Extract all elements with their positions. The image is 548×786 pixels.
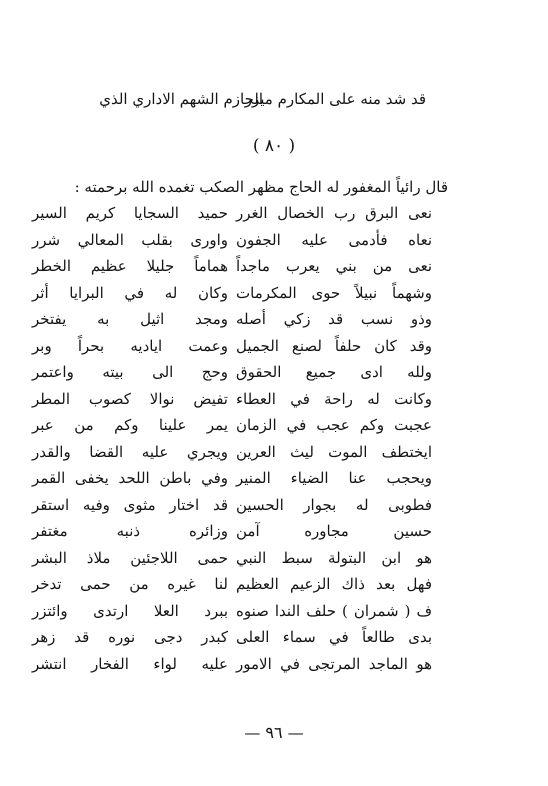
verse-second-hemistich: وفي باطن اللحد يخفى القمر bbox=[32, 469, 228, 487]
verse-first-hemistich: بدى طالعاً في سماء العلى bbox=[236, 628, 432, 646]
verse-first-hemistich: ولله ادى جميع الحقوق bbox=[236, 363, 432, 381]
verse-second-hemistich: كبدر دجى نوره قد زهر bbox=[32, 628, 228, 646]
verse-first-hemistich: فهل بعد ذاك الزعيم العظيم bbox=[236, 575, 432, 593]
verse-second-hemistich: الحازم الشهم الاداري الذي bbox=[99, 90, 263, 108]
verse-second-hemistich: حمى اللاجئين ملاذ البشر bbox=[32, 548, 228, 567]
verse-second-hemistich: عليه لواء الفخار انتشر bbox=[32, 654, 228, 673]
verse-first-hemistich: حسين مجاوره آمن bbox=[236, 522, 432, 540]
verse-second-hemistich: ويجري عليه القضا والقدر bbox=[32, 442, 228, 461]
verse-second-hemistich: وكان له في البرايا أثر bbox=[32, 283, 228, 302]
verse-line bbox=[0, 204, 548, 231]
verse-line bbox=[0, 469, 548, 496]
verse-first-hemistich: ويحجب عنا الضياء المنير bbox=[236, 469, 432, 487]
verse-first-hemistich: هو ابن البتولة سبط النبي bbox=[236, 548, 432, 567]
verse-line bbox=[0, 628, 548, 655]
verse-line bbox=[0, 257, 548, 284]
verse-second-hemistich: وعمت اياديه بحراً وبر bbox=[32, 336, 228, 355]
verse-first-hemistich: نعى من بني يعرب ماجداً bbox=[236, 257, 432, 275]
verse-first-hemistich: نعى البرق رب الخصال الغرر bbox=[236, 204, 432, 222]
verse-first-hemistich: نعاه فأدمى عليه الجفون bbox=[236, 230, 432, 249]
verse-line bbox=[0, 337, 548, 364]
verse-first-hemistich: وشهماً نبيلاً حوى المكرمات bbox=[236, 283, 432, 302]
verse-second-hemistich: لنا غيره من حمى تدخر bbox=[32, 575, 228, 593]
verse-second-hemistich: حميد السجايا كريم السير bbox=[32, 204, 228, 222]
verse-first-hemistich: عجبت وكم عجب في الزمان bbox=[236, 416, 432, 434]
verse-second-hemistich: قد اختار مثوى وفيه استقر bbox=[32, 495, 228, 514]
page-number: — ٩٦ — bbox=[244, 723, 304, 742]
verse-line bbox=[0, 496, 548, 523]
verse-second-hemistich: هماماً جليلا عظيم الخطر bbox=[32, 257, 228, 275]
verse-line bbox=[0, 549, 548, 576]
verse-second-hemistich: وزائره ذنبه مغتفر bbox=[32, 522, 228, 540]
verse-second-hemistich: تفيض نوالا كصوب المطر bbox=[32, 389, 228, 408]
verse-first-hemistich: وذو نسب قد زكي أصله bbox=[236, 310, 432, 328]
poem-number: ( ٨٠ ) bbox=[252, 136, 296, 156]
verse-line bbox=[0, 231, 548, 258]
verse-line bbox=[0, 310, 548, 337]
verse-line bbox=[0, 575, 548, 602]
poem-introduction: قال رائياً المغفور له الحاج مظهر الصكب تغمده الله برحمته : bbox=[74, 178, 448, 196]
verse-first-hemistich: هو الماجد المرتجى في الامور bbox=[236, 654, 432, 673]
verse-first-hemistich: فطوبى له بجوار الحسين bbox=[236, 495, 432, 514]
verse-second-hemistich: ومجد اثيل به يفتخر bbox=[32, 310, 228, 328]
verse-second-hemistich: وحج الى بيته واعتمر bbox=[32, 363, 228, 381]
verse-first-hemistich: ف ( شمران ) حلف الندا صنوه bbox=[236, 601, 432, 620]
poem-verses bbox=[0, 204, 548, 681]
verse-line bbox=[0, 284, 548, 311]
verse-first-hemistich: وكانت له راحة في العطاء bbox=[236, 389, 432, 408]
verse-second-hemistich: يمر علينا وكم من عبر bbox=[32, 416, 228, 434]
verse-second-hemistich: واورى بقلب المعالي شرر bbox=[32, 230, 228, 249]
verse-line bbox=[0, 363, 548, 390]
verse-line bbox=[0, 655, 548, 682]
verse-line bbox=[0, 390, 548, 417]
verse-line bbox=[0, 602, 548, 629]
verse-first-hemistich: وقد كان حلفاً لصنع الجميل bbox=[236, 336, 432, 355]
verse-first-hemistich: قد شد منه على المكارم ميزر bbox=[244, 90, 426, 108]
verse-line bbox=[0, 416, 548, 443]
verse-line bbox=[0, 443, 548, 470]
verse-second-hemistich: ببرد العلا ارتدى وائتزر bbox=[32, 601, 228, 620]
verse-line bbox=[0, 522, 548, 549]
verse-first-hemistich: ايختطف الموت ليث العرين bbox=[236, 442, 432, 461]
